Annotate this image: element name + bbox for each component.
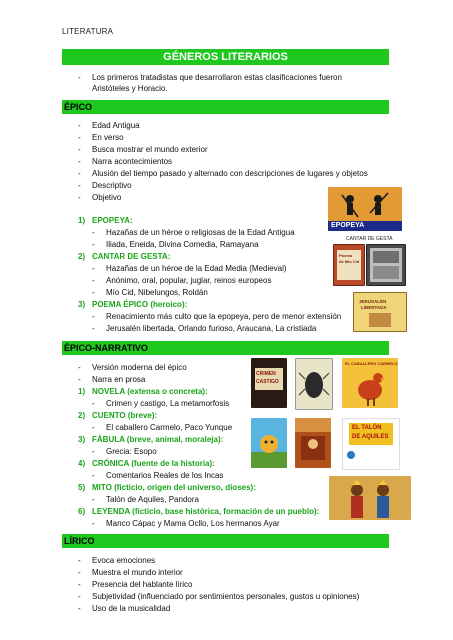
bullet-dash: - [78,363,81,372]
item-number: 2) [78,411,86,420]
caballero-title: EL CABALLERO CARMELO [345,361,398,366]
list-item: Busca mostrar el mundo exterior [92,145,208,154]
item-number: 1) [78,216,86,225]
list-item: Grecia: Esopo [106,447,157,456]
bullet-dash: - [92,276,95,285]
fabula-label: FÁBULA (breve, animal, moraleja): [92,435,224,444]
bullet-dash: - [78,193,81,202]
list-item: Versión moderna del épico [92,363,187,372]
list-item: Descriptivo [92,181,132,190]
list-item: Comentarios Reales de los Incas [106,471,224,480]
list-item: Hazañas de un héroe o religiosas de la Edad Antigua [106,228,295,237]
bullet-dash: - [78,169,81,178]
section-narrativo-heading: ÉPICO-NARRATIVO [62,341,389,355]
manco-capac-image [329,476,411,520]
bullet-dash: - [78,375,81,384]
section-lirico-heading: LÍRICO [62,534,389,548]
cantar-engraving-image [366,244,406,286]
cuento-label: CUENTO (breve): [92,411,158,420]
fabula-cover [251,418,287,468]
cantar-de-gesta-label: CANTAR DE GESTA: [92,252,171,261]
bullet-dash: - [92,399,95,408]
bullet-dash: - [92,495,95,504]
bullet-dash: - [92,423,95,432]
crimen-title-1: CRIMEN [256,371,276,377]
item-number: 2) [78,252,86,261]
list-item: Manco Cápac y Mama Ocllo, Los hermanos Ayar [106,519,280,528]
epopeya-image [328,187,402,231]
bullet-dash: - [78,145,81,154]
talon-title-1: EL TALÓN [352,425,382,431]
novela-label: NOVELA (extensa o concreta): [92,387,208,396]
list-item: Edad Antigua [92,121,140,130]
list-item: Uso de la musicalidad [92,604,171,613]
item-number: 6) [78,507,86,516]
list-item: Anónimo, oral, popular, juglar, reinos europeos [106,276,272,285]
talon-de-aquiles-cover [342,418,400,470]
bullet-dash: - [78,133,81,142]
bullet-dash: - [92,228,95,237]
item-number: 5) [78,483,86,492]
bullet-dash: - [78,568,81,577]
comentarios-reales-cover [295,418,331,468]
bullet-dash: - [78,181,81,190]
bullet-dash: - [78,157,81,166]
epopeya-image-label: EPOPEYA [331,222,365,229]
list-item: Presencia del hablante lírico [92,580,193,589]
list-item: Talón de Aquiles, Pandora [106,495,199,504]
bullet-dash: - [78,580,81,589]
list-item: Subjetividad (influenciado por sentimientos personales, gustos u opiniones) [92,592,360,601]
page-header: LITERATURA [62,27,114,36]
list-item: Objetivo [92,193,122,202]
crimen-y-castigo-cover [251,358,287,408]
bullet-dash: - [92,240,95,249]
crimen-title-2: CASTIGO [256,379,279,385]
jerusalen-title-2: LIBERTADA [361,305,387,310]
list-item: Iliada, Eneida, Divina Comedia, Ramayana [106,240,259,249]
list-item: Mío Cid, Nibelungos, Roldán [106,288,208,297]
bullet-dash: - [78,604,81,613]
list-item: En verso [92,133,124,142]
page-title: GÉNEROS LITERARIOS [62,49,389,65]
cronica-label: CRÓNICA (fuente de la historia): [92,459,215,468]
intro-line-1: Los primeros tratadistas que desarrollaron estas clasificaciones fueron [92,73,342,82]
item-number: 4) [78,459,86,468]
leyenda-label: LEYENDA (ficticio, base histórica, formación de un pueblo): [92,507,320,516]
list-item: Renacimiento más culto que la epopeya, pero de menor extensión [106,312,342,321]
bullet-dash: - [78,592,81,601]
mio-cid-cover [333,244,365,286]
list-item: Narra acontecimientos [92,157,173,166]
cantar-image-caption: CANTAR DE GESTA [346,236,393,242]
bullet-dash: - [92,324,95,333]
talon-title-2: DE AQUILES [352,434,389,440]
intro-line-2: Aristóteles y Horacio. [92,84,168,93]
bullet-dash: - [92,312,95,321]
list-item: Evoca emociones [92,556,156,565]
list-item: Narra en prosa [92,375,146,384]
bullet-dash: - [92,288,95,297]
jerusalen-title-1: JERUSALÉN [359,299,387,304]
mio-cid-title-1: Poema [339,253,353,258]
bullet-dash: - [78,73,81,82]
mito-label: MITO (ficticio, origen del universo, dioses): [92,483,256,492]
bullet-dash: - [92,264,95,273]
section-epico-heading: ÉPICO [62,100,389,114]
jerusalen-libertada-cover [353,292,407,332]
list-item: Muestra el mundo interior [92,568,183,577]
bullet-dash: - [92,471,95,480]
list-item: Crimen y castigo, La metamorfosis [106,399,230,408]
mio-cid-title-2: de Mio Cid [339,259,360,264]
bullet-dash: - [92,447,95,456]
item-number: 1) [78,387,86,396]
list-item: Alusión del tiempo pasado y alternado con descripciones de lugares y objetos [92,169,368,178]
caballero-carmelo-cover [342,358,398,408]
bullet-dash: - [78,121,81,130]
item-number: 3) [78,435,86,444]
epopeya-label: EPOPEYA: [92,216,133,225]
list-item: Hazañas de un héroe de la Edad Media (Medieval) [106,264,287,273]
metamorfosis-cover [295,358,333,410]
list-item: El caballero Carmelo, Paco Yunque [106,423,233,432]
poema-epico-label: POEMA ÉPICO (heroico): [92,300,188,309]
bullet-dash: - [92,519,95,528]
bullet-dash: - [78,556,81,565]
list-item: Jerusalén libertada, Orlando furioso, Araucana, La cristiada [106,324,317,333]
item-number: 3) [78,300,86,309]
